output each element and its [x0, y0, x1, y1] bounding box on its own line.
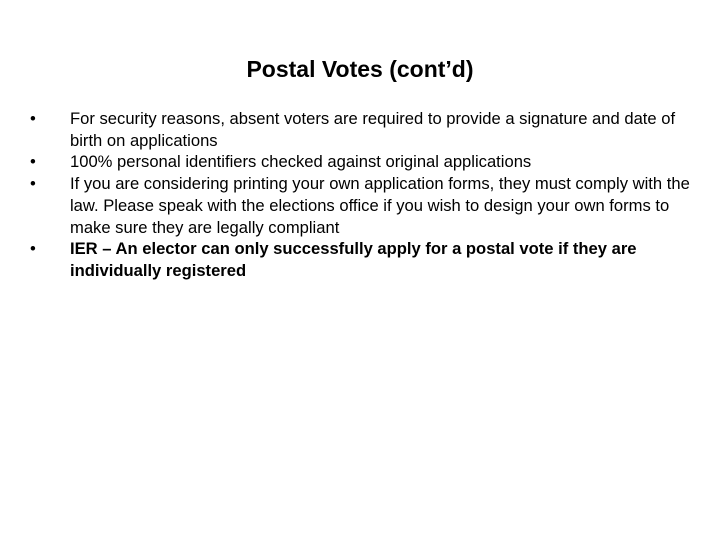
- bullet-item: [30, 151, 690, 173]
- bullet-item: [30, 108, 690, 151]
- slide-title: Postal Votes (cont’d): [246, 56, 474, 82]
- bullet-marker: •: [30, 109, 36, 128]
- bullet-marker: •: [30, 239, 36, 259]
- bullet-marker: •: [30, 174, 36, 194]
- bullet-text: If you are considering printing your own application forms, they must comply with the law. Please speak with the elections office if you wish to design your own forms to make sure they are legally compliant: [70, 174, 690, 237]
- bullet-list: [30, 108, 690, 282]
- bullet-marker: •: [30, 152, 36, 172]
- bullet-text: For security reasons, absent voters are required to provide a signature and date of birth on applications: [70, 109, 676, 150]
- bullet-item: [30, 173, 690, 238]
- bullet-item: [30, 238, 690, 281]
- bullet-text: IER – An elector can only successfully apply for a postal vote if they are individually registered: [70, 239, 637, 280]
- bullet-text: 100% personal identifiers checked against original applications: [70, 152, 532, 172]
